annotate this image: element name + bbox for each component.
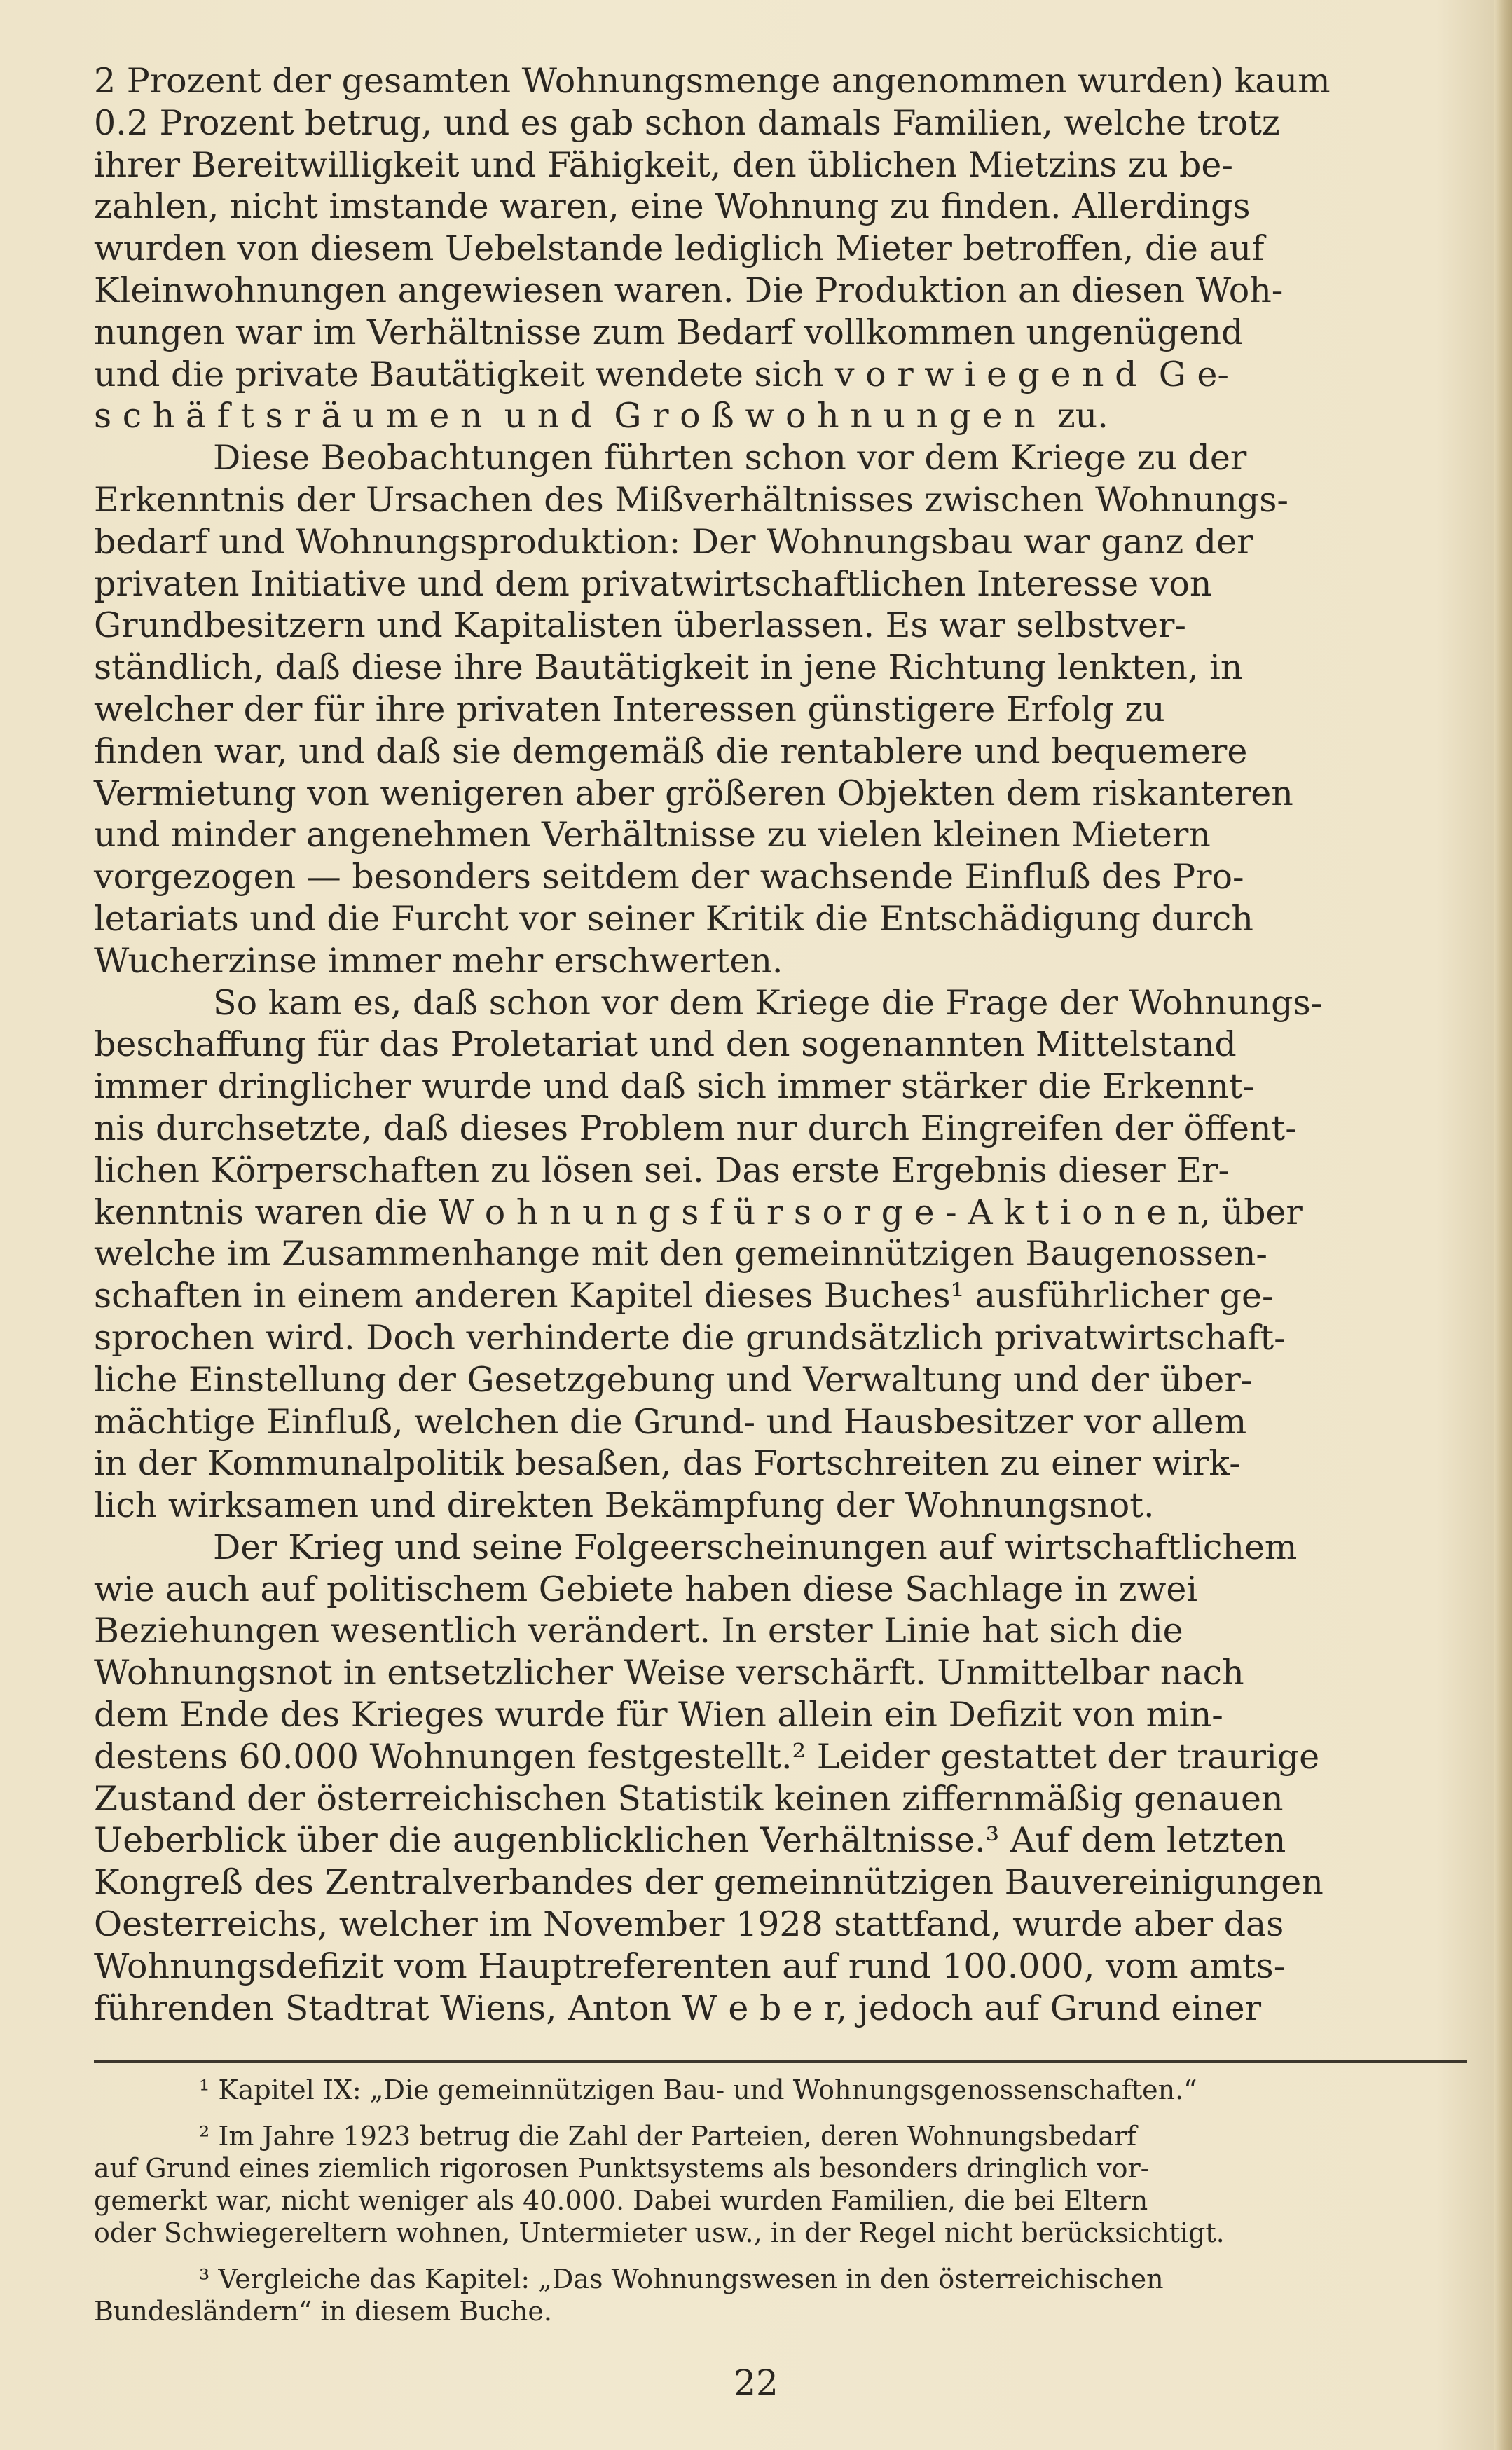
page-number: 22 — [734, 2362, 778, 2403]
footnotes — [94, 2074, 1467, 2327]
text-line: lich wirksamen und direkten Bekämpfung der Wohnungsnot. — [94, 1485, 1155, 1526]
text-line: 2 Prozent der gesamten Wohnungsmenge angenommen wurden) kaum — [94, 61, 1331, 101]
text-line: Zustand der österreichischen Statistik keinen ziffernmäßig genauen — [94, 1778, 1284, 1819]
text-line: welche im Zusammenhange mit den gemeinnützigen Baugenossen- — [94, 1234, 1267, 1274]
text-line: und die private Bautätigkeit wendete sich v o r w i e g e n d G e- — [94, 354, 1229, 394]
text-line: nungen war im Verhältnisse zum Bedarf vollkommen ungenügend — [94, 312, 1244, 352]
text-line: sprochen wird. Doch verhinderte die grundsätzlich privatwirtschaft- — [94, 1317, 1286, 1358]
text-line: immer dringlicher wurde und daß sich immer stärker die Erkennt- — [94, 1066, 1255, 1107]
footnote-line: oder Schwiegereltern wohnen, Untermieter usw., in der Regel nicht berücksichtigt. — [94, 2217, 1225, 2248]
text-line: Kleinwohnungen angewiesen waren. Die Produktion an diesen Woh- — [94, 270, 1284, 310]
text-line: lichen Körperschaften zu lösen sei. Das erste Ergebnis dieser Er- — [94, 1150, 1230, 1190]
text-line: nis durchsetzte, daß dieses Problem nur durch Eingreifen der öffent- — [94, 1108, 1297, 1148]
text-line: Vermietung von wenigeren aber größeren Objekten dem riskanteren — [94, 773, 1293, 813]
footnote-gap — [94, 2106, 1467, 2120]
text-line: welcher der für ihre privaten Interessen günstigere Erfolg zu — [94, 689, 1165, 729]
text-line: s c h ä f t s r ä u m e n u n d G r o ß w o h n u n g e n zu. — [94, 396, 1108, 436]
footnote-line: ³ Vergleiche das Kapitel: „Das Wohnungswesen in den österreichischen — [199, 2264, 1164, 2294]
footnote-line: ² Im Jahre 1923 betrug die Zahl der Parteien, deren Wohnungsbedarf — [199, 2121, 1137, 2152]
text-line: ihrer Bereitwilligkeit und Fähigkeit, den üblichen Mietzins zu be- — [94, 144, 1233, 185]
text-line: in der Kommunalpolitik besaßen, das Fortschreiten zu einer wirk- — [94, 1443, 1241, 1484]
text-line: Ueberblick über die augenblicklichen Verhältnisse.³ Auf dem letzten — [94, 1820, 1286, 1861]
text-line: Beziehungen wesentlich verändert. In erster Linie hat sich die — [94, 1611, 1183, 1651]
footnote-rule — [94, 2060, 1467, 2063]
text-line: und minder angenehmen Verhältnisse zu vielen kleinen Mietern — [94, 815, 1211, 855]
footnote-line: Bundesländern“ in diesem Buche. — [94, 2296, 552, 2327]
text-line: schaften in einem anderen Kapitel dieses Buches¹ ausführlicher ge- — [94, 1276, 1274, 1316]
text-line: Erkenntnis der Ursachen des Mißverhältnisses zwischen Wohnungs- — [94, 479, 1288, 520]
text-line: Der Krieg und seine Folgeerscheinungen auf wirtschaftlichem — [213, 1527, 1298, 1567]
text-line: ständlich, daß diese ihre Bautätigkeit in jene Richtung lenkten, in — [94, 647, 1243, 688]
text-line: Grundbesitzern und Kapitalisten überlassen. Es war selbstver- — [94, 605, 1186, 646]
text-line: beschaffung für das Proletariat und den sogenannten Mittelstand — [94, 1024, 1237, 1065]
page-edge — [1494, 0, 1512, 2450]
text-line: 0.2 Prozent betrug, und es gab schon damals Familien, welche trotz — [94, 102, 1280, 143]
text-line: wurden von diesem Uebelstande lediglich Mieter betroffen, die auf — [94, 228, 1265, 269]
text-line: Wohnungsdefizit vom Hauptreferenten auf rund 100.000, vom amts- — [94, 1946, 1286, 1986]
text-line: privaten Initiative und dem privatwirtschaftlichen Interesse von — [94, 563, 1212, 604]
text-line: dem Ende des Krieges wurde für Wien allein ein Defizit von min- — [94, 1695, 1223, 1735]
footnote-line: auf Grund eines ziemlich rigorosen Punktsystems als besonders dringlich vor- — [94, 2153, 1150, 2184]
main-text — [94, 60, 1474, 2029]
text-line: letariats und die Furcht vor seiner Kritik die Entschädigung durch — [94, 898, 1253, 939]
text-line: Oesterreichs, welcher im November 1928 stattfand, wurde aber das — [94, 1904, 1284, 1945]
text-line: finden war, und daß sie demgemäß die rentablere und bequemere — [94, 731, 1248, 771]
text-line: Kongreß des Zentralverbandes der gemeinnützigen Bauvereinigungen — [94, 1862, 1324, 1903]
text-line: liche Einstellung der Gesetzgebung und Verwaltung und der über- — [94, 1359, 1253, 1400]
text-line: Wohnungsnot in entsetzlicher Weise verschärft. Unmittelbar nach — [94, 1653, 1244, 1693]
footnote-line: ¹ Kapitel IX: „Die gemeinnützigen Bau- und Wohnungsgenossenschaften.“ — [199, 2074, 1197, 2105]
footnote-line: gemerkt war, nicht weniger als 40.000. Dabei wurden Familien, die bei Eltern — [94, 2185, 1148, 2216]
text-line: destens 60.000 Wohnungen festgestellt.² Leider gestattet der traurige — [94, 1736, 1320, 1777]
text-line: Diese Beobachtungen führten schon vor dem Kriege zu der — [213, 438, 1247, 479]
text-line: kenntnis waren die W o h n u n g s f ü r s o r g e - A k t i o n e n, über — [94, 1192, 1303, 1232]
text-line: vorgezogen — besonders seitdem der wachsende Einfluß des Pro- — [94, 857, 1244, 897]
text-line: bedarf und Wohnungsproduktion: Der Wohnungsbau war ganz der — [94, 521, 1253, 562]
text-line: zahlen, nicht imstande waren, eine Wohnung zu finden. Allerdings — [94, 186, 1251, 227]
text-line: So kam es, daß schon vor dem Kriege die Frage der Wohnungs- — [213, 982, 1323, 1023]
text-line: Wucherzinse immer mehr erschwerten. — [94, 940, 783, 981]
text-line: führenden Stadtrat Wiens, Anton W e b e r, jedoch auf Grund einer — [94, 1988, 1262, 2028]
text-line: wie auch auf politischem Gebiete haben diese Sachlage in zwei — [94, 1569, 1198, 1609]
text-line: mächtige Einfluß, welchen die Grund- und Hausbesitzer vor allem — [94, 1401, 1247, 1442]
footnote-gap — [94, 2249, 1467, 2263]
